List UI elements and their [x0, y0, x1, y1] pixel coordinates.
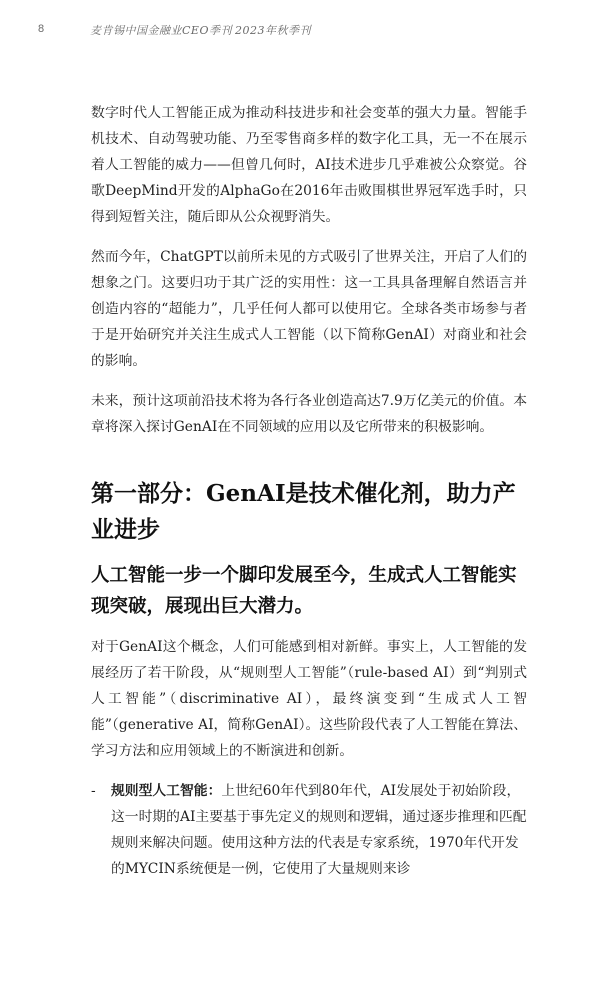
page-number: 8	[38, 23, 45, 35]
intro-paragraph: 对于GenAI这个概念，人们可能感到相对新鲜。事实上，人工智能的发展经历了若干阶段，从“规则型人工智能”（rule-based AI）到“判别式人工智能”（discriminative AI），最终演变到“生成式人工智能”（generative AI，简称GenAI）。这些阶段代表了人工智能在算法、学习方法和应用领域上的不断演进和创新。	[91, 639, 527, 759]
bullet-item	[91, 778, 527, 882]
sub-heading: 人工智能一步一个脚印发展至今，生成式人工智能实现突破，展现出巨大潜力。	[91, 565, 517, 617]
section-heading: 第一部分：GenAI是技术催化剂，助力产业进步	[91, 480, 516, 543]
bullet-term: 规则型人工智能：	[111, 783, 222, 799]
bullet-text: 上世纪60年代到80年代，AI发展处于初始阶段，这一时期的AI主要基于事先定义的规则和逻辑，通过逐步推理和匹配规则来解决问题。使用这种方法的代表是专家系统，1970年代开发的MYCIN系统便是一例，它使用了大量规则来诊	[111, 783, 527, 877]
body-paragraph: 然而今年，ChatGPT以前所未见的方式吸引了世界关注，开启了人们的想象之门。这要归功于其广泛的实用性：这一工具具备理解自然语言并创造内容的“超能力”，几乎任何人都可以使用它。全球各类市场参与者于是开始研究并关注生成式人工智能（以下简称GenAI）对商业和社会的影响。	[91, 249, 527, 369]
journal-title: 麦肯锡中国金融业CEO季刊	[90, 24, 232, 37]
article-body	[91, 100, 527, 882]
bullet-marker: -	[91, 783, 96, 799]
page-header	[38, 22, 560, 42]
body-paragraph: 未来，预计这项前沿技术将为各行各业创造高达7.9万亿美元的价值。本章将深入探讨GenAI在不同领域的应用以及它所带来的积极影响。	[91, 393, 527, 435]
body-paragraph: 数字时代人工智能正成为推动科技进步和社会变革的强大力量。智能手机技术、自动驾驶功能、乃至零售商多样的数字化工具，无一不在展示着人工智能的威力——但曾几何时，AI技术进步几乎难被公众察觉。谷歌DeepMind开发的AlphaGo在2016年击败围棋世界冠军选手时，只得到短暂关注，随后即从公众视野消失。	[91, 105, 527, 225]
journal-issue: 2023年秋季刊	[235, 24, 311, 37]
